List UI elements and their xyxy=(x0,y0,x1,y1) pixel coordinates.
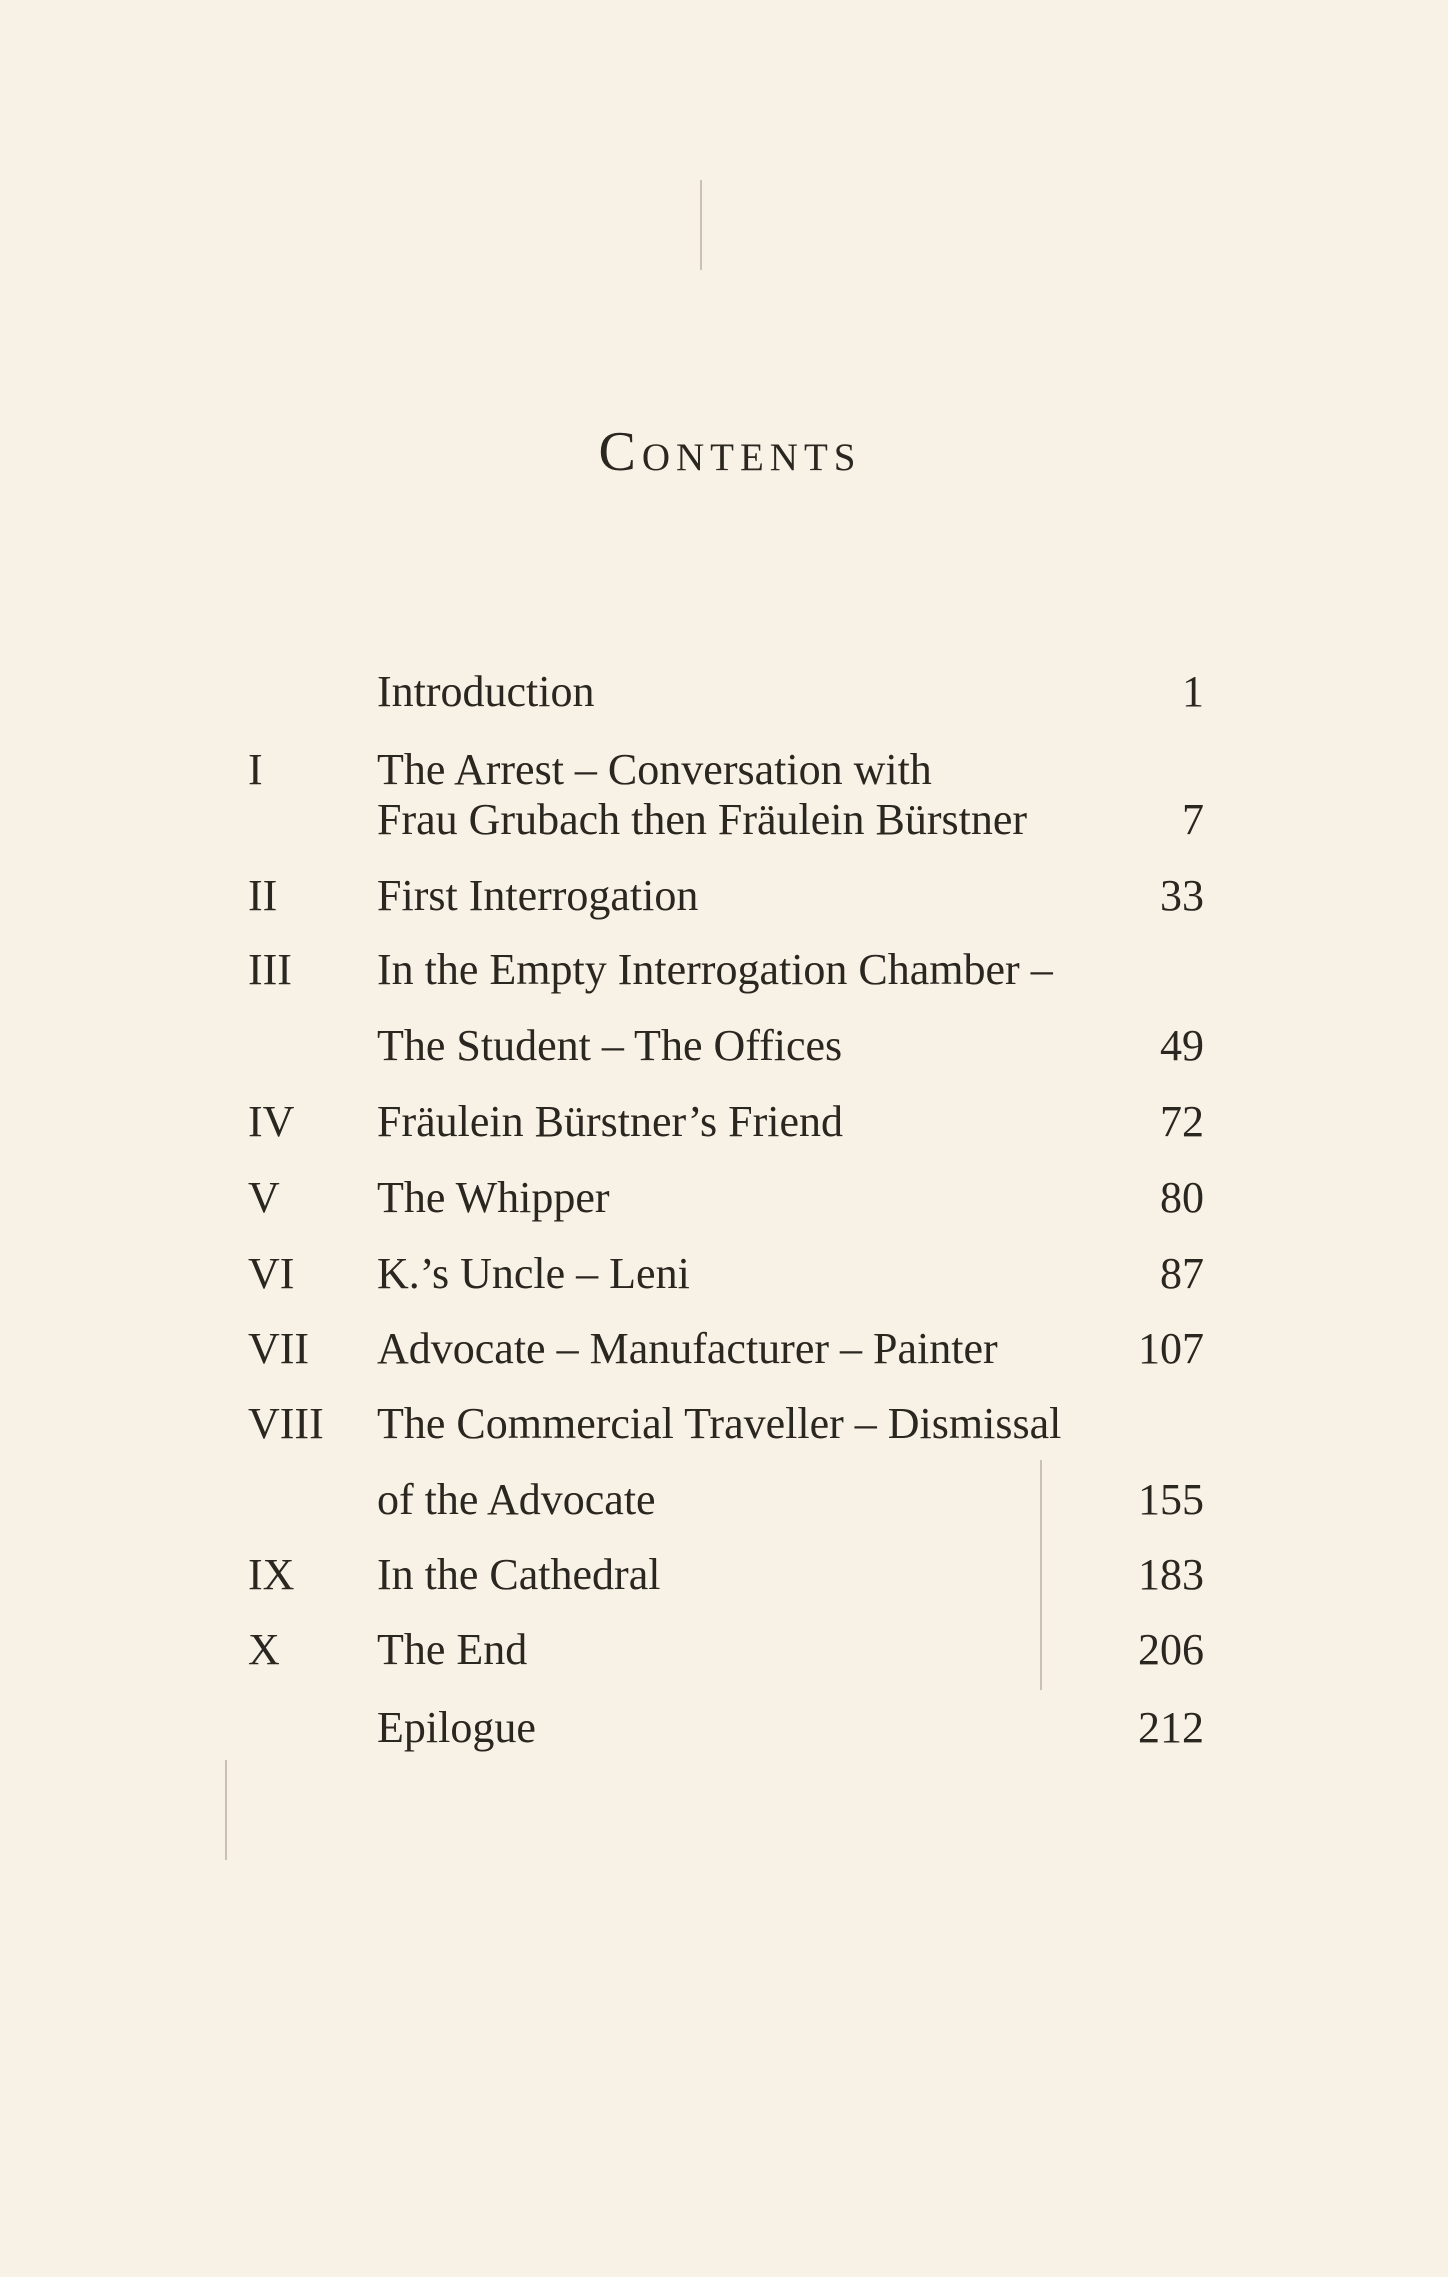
entry-page: 206 xyxy=(1138,1625,1204,1674)
entry-title: The Commercial Traveller – Dismissal xyxy=(377,1399,1062,1448)
entry-title: Advocate – Manufacturer – Painter xyxy=(377,1324,998,1373)
entry-title: In the Cathedral xyxy=(377,1550,661,1599)
entry-title: The Arrest – Conversation with xyxy=(377,745,932,794)
list-item-continuation xyxy=(0,1020,1448,1080)
entry-page: 212 xyxy=(1138,1703,1204,1752)
page-title: Contents xyxy=(598,421,862,483)
list-item xyxy=(0,666,1448,726)
entry-title: K.’s Uncle – Leni xyxy=(377,1249,690,1298)
list-item xyxy=(0,1702,1448,1762)
list-item xyxy=(0,944,1448,1004)
entry-page: 183 xyxy=(1138,1550,1204,1599)
chapter-numeral: VI xyxy=(248,1249,295,1298)
entry-page: 49 xyxy=(1160,1021,1204,1070)
entry-title: First Interrogation xyxy=(377,871,699,920)
entry-page: 107 xyxy=(1138,1324,1204,1373)
entry-title-line2: The Student – The Offices xyxy=(377,1021,843,1070)
chapter-numeral: VII xyxy=(248,1324,310,1373)
chapter-numeral: IX xyxy=(248,1550,295,1599)
entry-page: 87 xyxy=(1160,1249,1204,1298)
list-item-continuation xyxy=(0,1474,1448,1534)
chapter-numeral: V xyxy=(248,1173,280,1222)
entry-title: The End xyxy=(377,1625,528,1674)
entry-page: 33 xyxy=(1160,871,1204,920)
entry-title: In the Empty Interrogation Chamber – xyxy=(377,945,1053,994)
entry-page: 7 xyxy=(1182,795,1204,844)
chapter-numeral: IV xyxy=(248,1097,295,1146)
list-item xyxy=(0,1323,1448,1383)
entry-title: Introduction xyxy=(377,667,595,716)
list-item xyxy=(0,1172,1448,1232)
entry-page: 72 xyxy=(1160,1097,1204,1146)
list-item xyxy=(0,1549,1448,1609)
chapter-numeral: II xyxy=(248,871,278,920)
list-item xyxy=(0,1624,1448,1684)
chapter-numeral: X xyxy=(248,1625,280,1674)
list-item-continuation xyxy=(0,794,1448,854)
entry-title: The Whipper xyxy=(377,1173,610,1222)
entry-title-line2: of the Advocate xyxy=(377,1475,656,1524)
entry-page: 80 xyxy=(1160,1173,1204,1222)
list-item xyxy=(0,1096,1448,1156)
entry-page: 155 xyxy=(1138,1475,1204,1524)
chapter-numeral: I xyxy=(248,745,263,794)
chapter-numeral: VIII xyxy=(248,1399,324,1448)
list-item xyxy=(0,870,1448,930)
entry-page: 1 xyxy=(1182,667,1204,716)
list-item xyxy=(0,1398,1448,1458)
chapter-numeral: III xyxy=(248,945,292,994)
entry-title-line2: Frau Grubach then Fräulein Bürstner xyxy=(377,795,1028,844)
entry-title: Fräulein Bürstner’s Friend xyxy=(377,1097,844,1146)
entry-title: Epilogue xyxy=(377,1703,536,1752)
list-item xyxy=(0,1248,1448,1308)
